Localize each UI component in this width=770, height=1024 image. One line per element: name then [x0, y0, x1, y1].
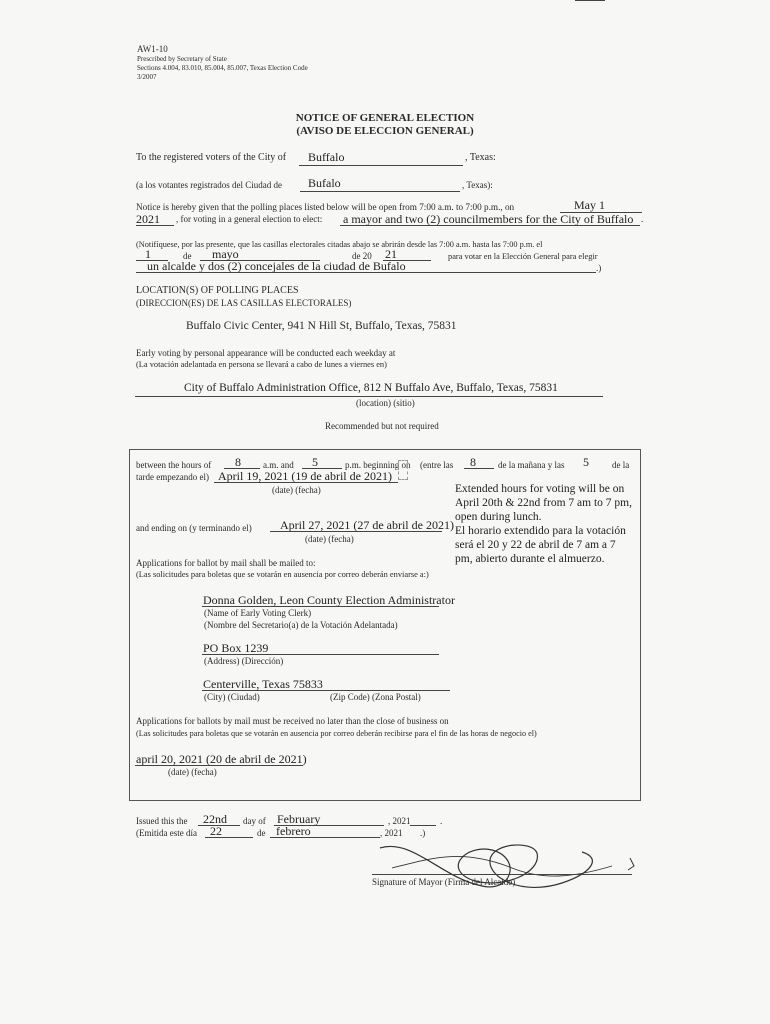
notice-en-purpose: a mayor and two (2) councilmembers for the City of Buffalo — [343, 212, 634, 226]
voters-es-line — [300, 191, 460, 192]
issued-en-dayof: day of — [243, 816, 266, 826]
early-location-label: (location) (sitio) — [356, 398, 415, 408]
hours-start: 8 — [235, 455, 241, 469]
clerk-name: Donna Golden, Leon County Election Administrator — [203, 593, 455, 607]
hours-pm-beginning: p.m. beginning on — [345, 460, 411, 470]
end-date-label: (date) (fecha) — [305, 534, 354, 544]
notice-es-de: de — [183, 251, 192, 261]
mail-address-line — [202, 654, 439, 655]
signature-label: Signature of Mayor (Firma del Alcalde) — [372, 877, 516, 887]
hours-es-manana: de la mañana y las — [498, 460, 565, 470]
hours-ending: and ending on (y terminando el) — [136, 523, 252, 533]
extended-en-3: open during lunch. — [455, 511, 542, 523]
voters-en-line — [299, 165, 463, 166]
begin-date-line — [214, 482, 398, 483]
end-date-line — [270, 531, 442, 532]
voters-es-city: Bufalo — [308, 176, 341, 190]
hours-am-and: a.m. and — [263, 460, 294, 470]
deadline-text-en: Applications for ballots by mail must be received no later than the close of business on — [136, 716, 449, 726]
early-location: City of Buffalo Administration Office, 812 N Buffalo Ave, Buffalo, Texas, 75831 — [184, 382, 558, 394]
deadline-date-line — [135, 765, 303, 766]
begin-date-label: (date) (fecha) — [272, 485, 321, 495]
notice-en-year: 2021 — [136, 212, 160, 226]
mail-city-line — [202, 690, 450, 691]
issued-en-year-line — [410, 825, 436, 826]
issued-es-year: , 2021 — [380, 828, 403, 838]
title-en: NOTICE OF GENERAL ELECTION — [295, 112, 475, 124]
hours-es-dela: de la — [612, 460, 630, 470]
extended-es-1: El horario extendido para la votación — [455, 525, 626, 537]
hours-marker — [398, 460, 408, 480]
deadline-date-label: (date) (fecha) — [168, 767, 217, 777]
hours-es-start: 8 — [470, 455, 476, 469]
mail-text-es: (Las solicitudes para boletas que se votarán en ausencia por correo deberán enviarse a:) — [136, 570, 429, 579]
issued-en-prefix: Issued this the — [136, 816, 188, 826]
deadline-text-es: (Las solicitudes para boletas que se votarán en ausencia por correo deberán recibirse para el fin de las horas de negocio el) — [136, 729, 537, 738]
early-location-line — [135, 396, 603, 397]
mayor-signature-scribble — [372, 838, 652, 898]
hours-tarde: tarde empezando el) — [136, 472, 209, 482]
title-es: (AVISO DE ELECCION GENERAL) — [296, 125, 474, 137]
issued-en-day: 22nd — [203, 812, 227, 826]
issued-es-day-line — [205, 837, 253, 838]
hours-end: 5 — [312, 455, 318, 469]
issued-es-end: .) — [420, 828, 426, 838]
notice-en-text2: , for voting in a general election to elect: — [176, 214, 323, 224]
notice-es-text2: para votar en la Elección General para elegir — [448, 252, 598, 261]
notice-es-end: .) — [596, 263, 602, 273]
form-date: 3/2007 — [137, 73, 157, 81]
prescribed-line: Prescribed by Secretary of State — [137, 55, 227, 63]
notice-en-date: May 1 — [574, 198, 605, 212]
issued-en-month: February — [277, 812, 321, 826]
extended-en-2: April 20th & 22nd from 7 am to 7 pm, — [455, 497, 632, 509]
notice-en-end: . — [641, 214, 644, 224]
voters-en-prefix: To the registered voters of the City of — [136, 152, 287, 163]
notice-es-text1: (Notifíquese, por las presente, que las casillas electorales citadas abajo se abrirán desde las 7:00 a.m. hasta las 7:00 p.m. el — [136, 240, 543, 249]
extended-es-2: será el 20 y 22 de abril de 7 am a 7 — [455, 539, 616, 551]
notice-es-month: mayo — [212, 247, 239, 261]
issued-es-de: de — [257, 828, 266, 838]
mail-city: Centerville, Texas 75833 — [203, 677, 323, 691]
notice-es-de20: de 20 — [352, 251, 372, 261]
end-date: April 27, 2021 (27 de abril de 2021) — [280, 518, 454, 532]
clerk-label-es: (Nombre del Secretario(a) de la Votación Adelantada) — [204, 620, 398, 630]
extended-en-1: Extended hours for voting will be on — [455, 483, 625, 495]
signature-line — [372, 874, 632, 875]
hours-es-end-line — [575, 0, 605, 1]
voters-es-suffix: , Texas): — [462, 180, 493, 190]
hours-es-entre: (entre las — [420, 460, 454, 470]
issued-es-month: febrero — [276, 824, 311, 838]
hours-es-end: 5 — [583, 455, 589, 469]
mail-city-label: (City) (Ciudad) — [204, 692, 260, 702]
issued-es-day: 22 — [210, 824, 222, 838]
deadline-date: april 20, 2021 (20 de abril de 2021) — [136, 752, 307, 766]
notice-es-purpose: un alcalde y dos (2) concejales de la ciudad de Bufalo — [147, 259, 406, 273]
notice-es-day: 1 — [145, 247, 151, 261]
recommended-note: Recommended but not required — [325, 421, 439, 431]
sections-line: Sections 4.004, 83.010, 85.004, 85.007, Texas Election Code — [137, 64, 308, 72]
hours-es-start-line — [464, 468, 494, 469]
mail-address: PO Box 1239 — [203, 641, 269, 655]
polling-place: Buffalo Civic Center, 941 N Hill St, Buffalo, Texas, 75831 — [186, 320, 457, 332]
extended-es-3: pm, abierto durante el almuerzo. — [455, 553, 605, 565]
voters-es-prefix: (a los votantes registrados del Ciudad de — [136, 180, 282, 190]
notice-en-purpose-line — [340, 225, 640, 226]
begin-date: April 19, 2021 (19 de abril de 2021) — [218, 469, 392, 483]
voters-en-city: Buffalo — [308, 150, 345, 164]
clerk-label-en: (Name of Early Voting Clerk) — [204, 608, 312, 618]
form-id: AW1-10 — [137, 44, 168, 54]
early-text-es: (La votación adelantada en persona se llevará a cabo de lunes a viernes en) — [136, 360, 387, 369]
notice-es-year: 21 — [385, 247, 397, 261]
mail-text-en: Applications for ballot by mail shall be mailed to: — [136, 558, 316, 568]
notice-en-year-line — [136, 225, 174, 226]
issued-en-year: , 2021 — [388, 816, 411, 826]
hours-between: between the hours of — [136, 460, 212, 470]
mail-zip-label: (Zip Code) (Zona Postal) — [330, 692, 421, 702]
notice-en-text1: Notice is hereby given that the polling places listed below will be open from 7:00 a.m. to 7:00 p.m., on — [136, 202, 515, 212]
early-text-en: Early voting by personal appearance will be conducted each weekday at — [136, 348, 396, 358]
issued-es-month-line — [270, 837, 380, 838]
issued-es-prefix: (Emitida este día — [136, 828, 197, 838]
voters-en-suffix: , Texas: — [465, 152, 496, 163]
locations-heading-es: (DIRECCION(ES) DE LAS CASILLAS ELECTORALES) — [136, 298, 352, 308]
locations-heading-en: LOCATION(S) OF POLLING PLACES — [136, 285, 299, 296]
mail-address-label: (Address) (Dirección) — [204, 656, 284, 666]
clerk-line — [202, 606, 439, 607]
issued-en-end: . — [440, 816, 443, 826]
notice-es-purpose-line — [136, 272, 596, 273]
